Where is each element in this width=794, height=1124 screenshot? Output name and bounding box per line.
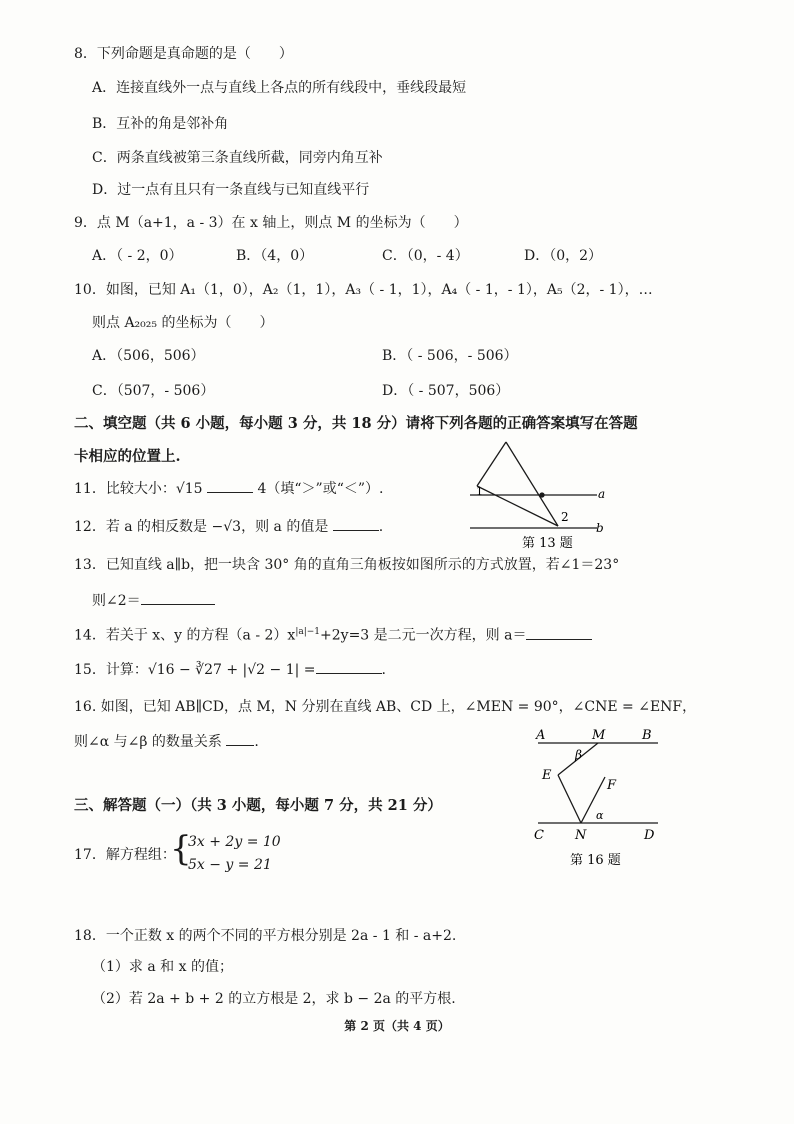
- angle-alpha-label: α: [596, 809, 604, 822]
- q8-option-a: A．连接直线外一点与直线上各点的所有线段中，垂线段最短: [92, 80, 467, 96]
- q15-post: .: [381, 662, 386, 678]
- q10-option-a: A．（506，506）: [92, 348, 205, 364]
- segment-en: [558, 775, 581, 823]
- angle-beta-label: β: [575, 748, 582, 762]
- q18-stem: 18．一个正数 x 的两个不同的平方根分别是 2a - 1 和 - a+2.: [74, 928, 457, 944]
- q17-equation-2: 5x − y = 21: [188, 857, 272, 873]
- q8-option-d: D．过一点有且只有一条直线与已知直线平行: [92, 182, 370, 198]
- point-d-label: D: [644, 828, 655, 843]
- point-n-label: N: [575, 828, 587, 843]
- q10-option-c: C．（507，- 506）: [92, 383, 215, 399]
- q10-option-d: D．（ - 507，506）: [382, 383, 510, 399]
- q14-answer-blank[interactable]: [526, 625, 592, 640]
- q8-stem: 8．下列命题是真命题的是（ ）: [74, 46, 293, 62]
- point-m-label: M: [592, 728, 606, 743]
- q14-exponent: |a|−1: [295, 627, 321, 637]
- point-e-label: E: [542, 768, 552, 783]
- q16-line-2-text: 则∠α 与∠β 的数量关系: [74, 734, 222, 750]
- line-a-label: a: [598, 487, 606, 501]
- q17-label: 17．解方程组：: [74, 847, 176, 863]
- page-footer: 第 2 页（共 4 页）: [344, 1019, 450, 1033]
- q10-stem-2: 则点 A₂₀₂₅ 的坐标为（ ）: [92, 315, 274, 331]
- q13-line-1: 13．已知直线 a∥b，把一块含 30° 角的直角三角板按如图所示的方式放置，若∠1＝23°: [74, 557, 620, 573]
- point-c-label: C: [534, 828, 544, 843]
- point-a-label: A: [536, 728, 546, 743]
- figure-16-caption: 第 16 题: [570, 853, 621, 868]
- point-f-label: F: [607, 778, 617, 793]
- q14: [74, 622, 592, 646]
- q13-line-2: [92, 590, 215, 611]
- q10-points: A₁（1，0），A₂（1，1），A₃（ - 1，1），A₄（ - 1，- 1），A₅（2，- 1），…: [180, 282, 653, 298]
- angle-2-label: 2: [561, 510, 569, 524]
- q13-answer-blank[interactable]: [141, 590, 215, 605]
- q11: [74, 478, 383, 499]
- q9-stem: 9．点 M（a+1，a - 3）在 x 轴上，则点 M 的坐标为（ ）: [74, 215, 468, 231]
- q9-option-d: D．（0，2）: [524, 248, 603, 264]
- q15-pre: 15．计算：√16 − ∛27 + |√2 − 1| =: [74, 662, 316, 678]
- q17-brace: {: [170, 829, 192, 869]
- q12-answer-blank[interactable]: [333, 516, 379, 531]
- q18-part-1: （1）求 a 和 x 的值；: [92, 959, 233, 975]
- q15: [74, 659, 386, 680]
- q13-line-2-text: 则∠2＝: [92, 593, 141, 609]
- q18-part-2: （2）若 2a + b + 2 的立方根是 2，求 b − 2a 的平方根.: [92, 991, 456, 1007]
- figure-13-caption: 第 13 题: [522, 536, 573, 551]
- figure-16: [528, 722, 668, 872]
- q12-pre: 12．若 a 的相反数是 −√3，则 a 的值是: [74, 519, 329, 535]
- q9-option-c: C．（0，- 4）: [382, 248, 469, 264]
- q12: [74, 516, 383, 537]
- line-b-label: b: [596, 521, 604, 535]
- q10-stem: [74, 280, 653, 300]
- q12-post: .: [378, 519, 384, 535]
- point-b-label: B: [642, 728, 652, 743]
- angle-1-label: 1: [476, 485, 483, 498]
- q10-stem-pre: 10．如图，已知: [74, 282, 181, 298]
- section-2-heading: 二、填空题（共 6 小题，每小题 3 分，共 18 分）请将下列各题的正确答案填写在答题: [74, 415, 638, 432]
- q16-answer-blank[interactable]: [226, 731, 254, 746]
- q8-option-b: B．互补的角是邻补角: [92, 116, 229, 132]
- q16-line-1: 16. 如图，已知 AB∥CD，点 M，N 分别在直线 AB、CD 上，∠MEN = 90°，∠CNE = ∠ENF，: [74, 699, 697, 715]
- q9-option-b: B．（4，0）: [236, 248, 314, 264]
- triangle-side-1: [477, 442, 506, 486]
- q11-answer-blank[interactable]: [207, 478, 253, 493]
- intersection-dot: [540, 493, 544, 497]
- q11-pre: 11．比较大小：√15: [74, 481, 203, 497]
- q16-line-2: [74, 731, 259, 752]
- q14-post: +2y=3 是二元一次方程，则 a＝: [320, 627, 527, 644]
- figure-13: [462, 440, 622, 552]
- q9-option-a: A．（ - 2，0）: [92, 248, 183, 264]
- q15-answer-blank[interactable]: [316, 659, 382, 674]
- q10-option-b: B．（ - 506，- 506）: [382, 348, 518, 364]
- section-2-heading-cont: 卡相应的位置上.: [74, 448, 181, 465]
- section-3-heading: 三、解答题（一）（共 3 小题，每小题 7 分，共 21 分）: [74, 797, 442, 814]
- q17-equation-1: 3x + 2y = 10: [188, 834, 281, 850]
- q14-pre: 14．若关于 x、y 的方程（a - 2）x: [74, 627, 296, 644]
- q11-post: 4（填“＞”或“＜”）.: [257, 481, 384, 497]
- q8-option-c: C．两条直线被第三条直线所截，同旁内角互补: [92, 150, 383, 166]
- q16-line-2-post: .: [254, 734, 259, 750]
